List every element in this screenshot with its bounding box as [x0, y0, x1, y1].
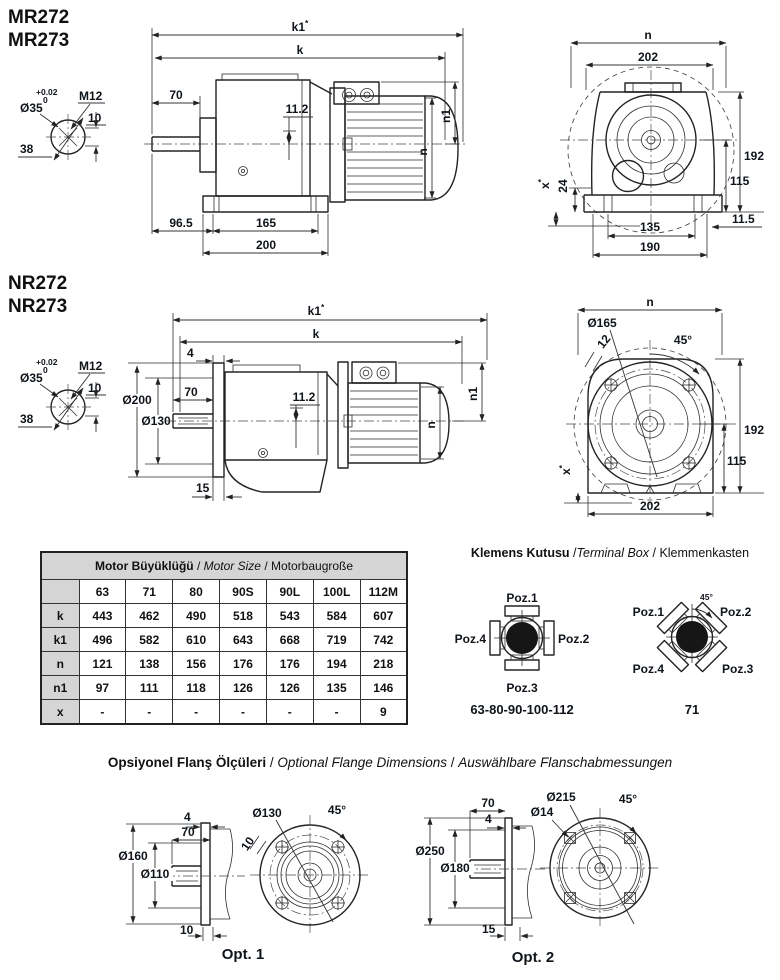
svg-text:Ø215: Ø215 — [546, 790, 576, 804]
svg-text:k1*: k1* — [291, 18, 309, 34]
table-cell: - — [266, 700, 313, 725]
poz2-label: Poz.2 — [720, 605, 752, 619]
svg-text:10: 10 — [180, 923, 194, 937]
svg-text:Ø14: Ø14 — [530, 805, 554, 819]
svg-text:n1: n1 — [466, 386, 480, 402]
table-cell: 610 — [173, 628, 220, 652]
poz1-label: Poz.1 — [506, 591, 538, 605]
svg-text:k: k — [312, 327, 320, 341]
svg-text:k1*: k1* — [307, 302, 325, 318]
dim-label-38: 38 — [20, 142, 34, 156]
poz3-label: Poz.3 — [506, 681, 538, 695]
svg-text:Ø250: Ø250 — [415, 844, 445, 858]
table-title-cell: Motor Büyüklüğü / Motor Size / Motorbaugroße — [41, 552, 407, 580]
table-cell: 518 — [220, 604, 267, 628]
terminal-box-angle-label: 45° — [700, 592, 713, 602]
poz2-label: Poz.2 — [558, 632, 590, 646]
svg-text:200: 200 — [255, 238, 277, 252]
svg-text:45°: 45° — [327, 803, 347, 817]
poz4-label: Poz.4 — [454, 632, 486, 646]
svg-text:4: 4 — [184, 810, 191, 824]
svg-text:70: 70 — [169, 88, 183, 102]
svg-text:24: 24 — [556, 179, 570, 193]
svg-text:Ø165: Ø165 — [587, 316, 617, 330]
svg-text:192: 192 — [744, 149, 765, 163]
svg-text:70: 70 — [181, 825, 195, 839]
nr-model-line1: NR272 — [8, 273, 68, 294]
terminal-box-straight-diagram — [455, 591, 590, 717]
table-header-row — [41, 580, 407, 604]
svg-text:n: n — [424, 421, 438, 429]
table-cell: 126 — [220, 676, 267, 700]
shaft-end-detail-nr — [18, 357, 106, 432]
table-cell: - — [220, 700, 267, 725]
motor-size-table — [40, 551, 408, 725]
svg-text:11.2: 11.2 — [285, 102, 309, 116]
svg-text:45°: 45° — [673, 333, 693, 347]
table-cell: 462 — [126, 604, 173, 628]
terminal-box-diagonal-diagram — [633, 592, 754, 717]
table-cell: 9 — [360, 700, 407, 725]
table-cell: 176 — [220, 652, 267, 676]
table-cell: 71 — [126, 580, 173, 604]
table-cell: 668 — [266, 628, 313, 652]
terminal-box-straight-caption: 63-80-90-100-112 — [470, 702, 574, 717]
dim-label-thread: M12 — [79, 89, 103, 103]
table-cell: n1 — [41, 676, 79, 700]
table-row-k1 — [41, 628, 407, 652]
svg-text:Ø180: Ø180 — [440, 861, 470, 875]
table-cell: 118 — [173, 676, 220, 700]
table-cell: 97 — [79, 676, 126, 700]
svg-text:15: 15 — [482, 922, 496, 936]
table-cell: 582 — [126, 628, 173, 652]
terminal-box-title: Klemens Kutusu /Terminal Box / Klemmenkasten — [470, 546, 750, 560]
nr-model-line2: NR273 — [8, 296, 68, 317]
dim-label-shaft-dia: Ø35 — [20, 101, 43, 115]
svg-text:190: 190 — [639, 240, 661, 254]
svg-text:11.5: 11.5 — [732, 212, 755, 226]
svg-text:11.2: 11.2 — [292, 390, 316, 404]
dim-label-tolerance-zero: 0 — [43, 95, 48, 105]
table-cell: - — [173, 700, 220, 725]
mr-front-view — [536, 28, 764, 258]
shaft-end-detail — [18, 87, 106, 162]
table-cell: 443 — [79, 604, 126, 628]
table-cell: 742 — [360, 628, 407, 652]
svg-text:165: 165 — [255, 216, 277, 230]
mr-model-line1: MR272 — [8, 7, 70, 28]
svg-text:Ø200: Ø200 — [122, 393, 152, 407]
poz3-label: Poz.3 — [722, 662, 754, 676]
table-cell: 490 — [173, 604, 220, 628]
svg-text:Ø130: Ø130 — [252, 806, 282, 820]
table-cell: n — [41, 652, 79, 676]
opt1-caption: Opt. 1 — [221, 946, 265, 963]
table-cell: k1 — [41, 628, 79, 652]
table-cell: 63 — [79, 580, 126, 604]
svg-text:Ø110: Ø110 — [140, 867, 170, 881]
svg-text:x*: x* — [557, 465, 573, 475]
table-cell: x — [41, 700, 79, 725]
dim-label-key-10: 10 — [88, 111, 102, 125]
table-cell: 218 — [360, 652, 407, 676]
table-cell: 126 — [266, 676, 313, 700]
svg-text:n: n — [646, 295, 654, 309]
table-cell: 90S — [220, 580, 267, 604]
svg-text:4: 4 — [187, 346, 194, 360]
table-cell: 194 — [313, 652, 360, 676]
nr-side-view — [120, 302, 487, 501]
table-cell: 584 — [313, 604, 360, 628]
table-cell: 138 — [126, 652, 173, 676]
table-cell: - — [313, 700, 360, 725]
table-cell: 719 — [313, 628, 360, 652]
flange-options-title: Opsiyonel Flanş Ölçüleri / Optional Flange Dimensions / Auswählbare Flanschabmessungen — [107, 755, 673, 770]
table-title-row — [41, 552, 407, 580]
poz4-label: Poz.4 — [632, 662, 664, 676]
svg-text:n: n — [416, 148, 430, 156]
table-cell: 607 — [360, 604, 407, 628]
svg-text:n: n — [644, 28, 652, 42]
table-cell: 90L — [266, 580, 313, 604]
svg-text:15: 15 — [196, 481, 210, 495]
svg-text:192: 192 — [744, 423, 765, 437]
svg-text:115: 115 — [727, 454, 747, 468]
svg-text:10: 10 — [238, 834, 258, 854]
svg-text:45°: 45° — [618, 792, 638, 806]
nr-front-view — [557, 295, 764, 517]
svg-text:k: k — [296, 43, 304, 57]
svg-text:Ø130: Ø130 — [141, 414, 171, 428]
svg-text:4: 4 — [485, 812, 492, 826]
mr-model-line2: MR273 — [8, 30, 70, 51]
svg-text:x*: x* — [536, 179, 552, 189]
table-cell: 135 — [313, 676, 360, 700]
flange-opt1-drawing — [115, 803, 370, 963]
svg-text:n1: n1 — [439, 108, 453, 124]
table-cell: - — [126, 700, 173, 725]
table-row-n — [41, 652, 407, 676]
table-cell: - — [79, 700, 126, 725]
svg-text:202: 202 — [637, 50, 659, 64]
svg-text:70: 70 — [481, 796, 495, 810]
table-cell: 156 — [173, 652, 220, 676]
poz1-label: Poz.1 — [632, 605, 664, 619]
opt2-caption: Opt. 2 — [511, 949, 555, 966]
table-cell: 100L — [313, 580, 360, 604]
svg-text:12: 12 — [594, 331, 614, 352]
table-cell: 121 — [79, 652, 126, 676]
terminal-box-diagonal-caption: 71 — [684, 702, 700, 717]
svg-text:70: 70 — [184, 385, 198, 399]
svg-text:Ø160: Ø160 — [118, 849, 148, 863]
table-cell: 496 — [79, 628, 126, 652]
table-row-n1 — [41, 676, 407, 700]
table-cell — [41, 580, 79, 604]
table-cell: 643 — [220, 628, 267, 652]
svg-text:135: 135 — [639, 220, 661, 234]
svg-text:202: 202 — [639, 499, 661, 513]
flange-opt2-drawing — [412, 790, 660, 966]
table-row-x — [41, 700, 407, 725]
table-cell: k — [41, 604, 79, 628]
table-cell: 111 — [126, 676, 173, 700]
svg-text:115: 115 — [730, 174, 750, 188]
table-cell: 176 — [266, 652, 313, 676]
table-row-k — [41, 604, 407, 628]
dim-label-tolerance-plus: +0.02 — [36, 87, 58, 97]
table-cell: 543 — [266, 604, 313, 628]
svg-text:96.5: 96.5 — [169, 216, 193, 230]
table-cell: 146 — [360, 676, 407, 700]
table-cell: 80 — [173, 580, 220, 604]
table-cell: 112M — [360, 580, 407, 604]
mr-side-view — [144, 18, 468, 256]
